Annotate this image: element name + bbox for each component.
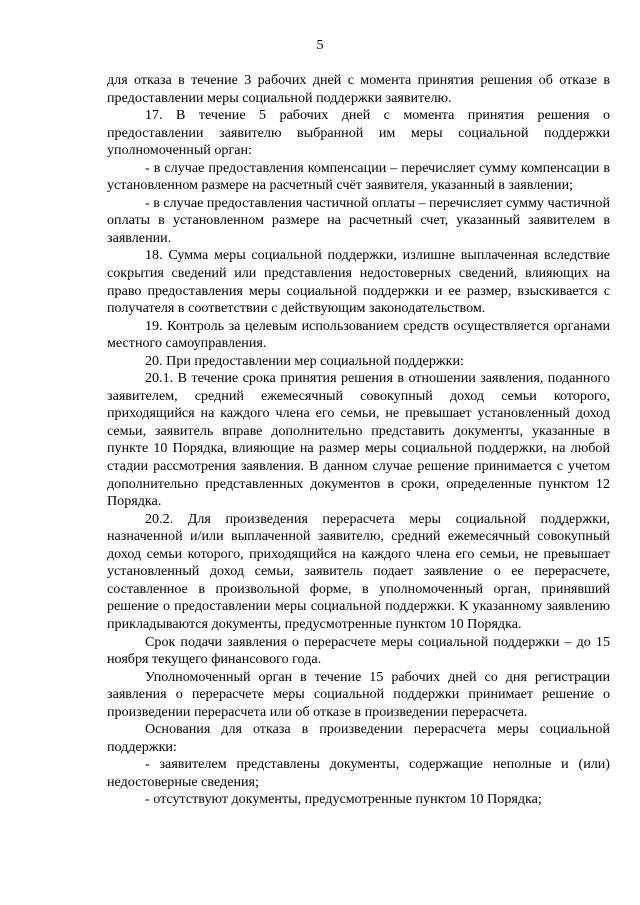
paragraph-20-1: 20.1. В течение срока принятия решения в отношении заявления, поданного заявителем, средний ежемесячный совокупный доход семьи которого, приходящийся на каждого члена его семьи, не превышает установленный доход семьи, заявитель вправе дополнительно представить документы, указанные в пункте 10 Порядка, влияющие на размер меры социальной поддержки, на любой стадии рассмотрения заявления. В данном случае решение принимается с учетом дополнительно представленных документов в сроки, определенные пунктом 12 Порядка.: [107, 370, 610, 510]
list-item-partial-payment: - в случае предоставления частичной оплаты – перечисляет сумму частичной оплаты в установленном размере на расчетный счет, указанный заявителем в заявлении.: [107, 194, 610, 246]
paragraph-decision: Уполномоченный орган в течение 15 рабочих дней со дня регистрации заявления о перерасчете меры социальной поддержки принимает решение о произведении перерасчета или об отказе в произведении перерасчета.: [107, 668, 610, 720]
paragraph-deadline: Срок подачи заявления о перерасчете меры социальной поддержки – до 15 ноября текущего финансового года.: [107, 633, 610, 668]
paragraph-18: 18. Сумма меры социальной поддержки, излишне выплаченная вследствие сокрытия сведений или представления недостоверных сведений, влияющих на право предоставления меры социальной поддержки и ее размер, взыскивается с получателя в соответствии с действующим законодательством.: [107, 247, 610, 317]
list-item-incomplete-documents: - заявителем представлены документы, содержащие неполные и (или) недостоверные сведения;: [107, 756, 610, 790]
document-body: [107, 72, 610, 809]
paragraph-refusal-grounds: Основания для отказа в произведении перерасчета меры социальной поддержки:: [107, 721, 610, 755]
paragraph-19: 19. Контроль за целевым использованием средств осуществляется органами местного самоуправления.: [107, 317, 610, 352]
paragraph-20-2: 20.2. Для произведения перерасчета меры социальной поддержки, назначенной и/или выплаченной заявителю, средний ежемесячный совокупный доход семьи которого, приходящийся на каждого члена его семьи, не превышает установленный доход семьи, заявитель подает заявление о ее перерасчете, составленное в произвольной форме, в уполномоченный орган, принявший решение о предоставлении меры социальной поддержки. К указанному заявлению прикладываются документы, предусмотренные пунктом 10 Порядка.: [107, 510, 610, 632]
paragraph-continuation: для отказа в течение 3 рабочих дней с момента принятия решения об отказе в предоставлении меры социальной поддержки заявителю.: [107, 72, 610, 106]
paragraph-20: 20. При предоставлении мер социальной поддержки:: [145, 352, 464, 369]
paragraph-17: 17. В течение 5 рабочих дней с момента принятия решения о предоставлении заявителю выбранной им меры социальной поддержки уполномоченный орган:: [107, 107, 610, 159]
list-item-compensation: - в случае предоставления компенсации – перечисляет сумму компенсации в установленном размере на расчетный счёт заявителя, указанный в заявлении;: [107, 159, 610, 194]
list-item-missing-documents: - отсутствуют документы, предусмотренные пунктом 10 Порядка;: [145, 791, 542, 808]
page-number: 5: [316, 38, 324, 53]
